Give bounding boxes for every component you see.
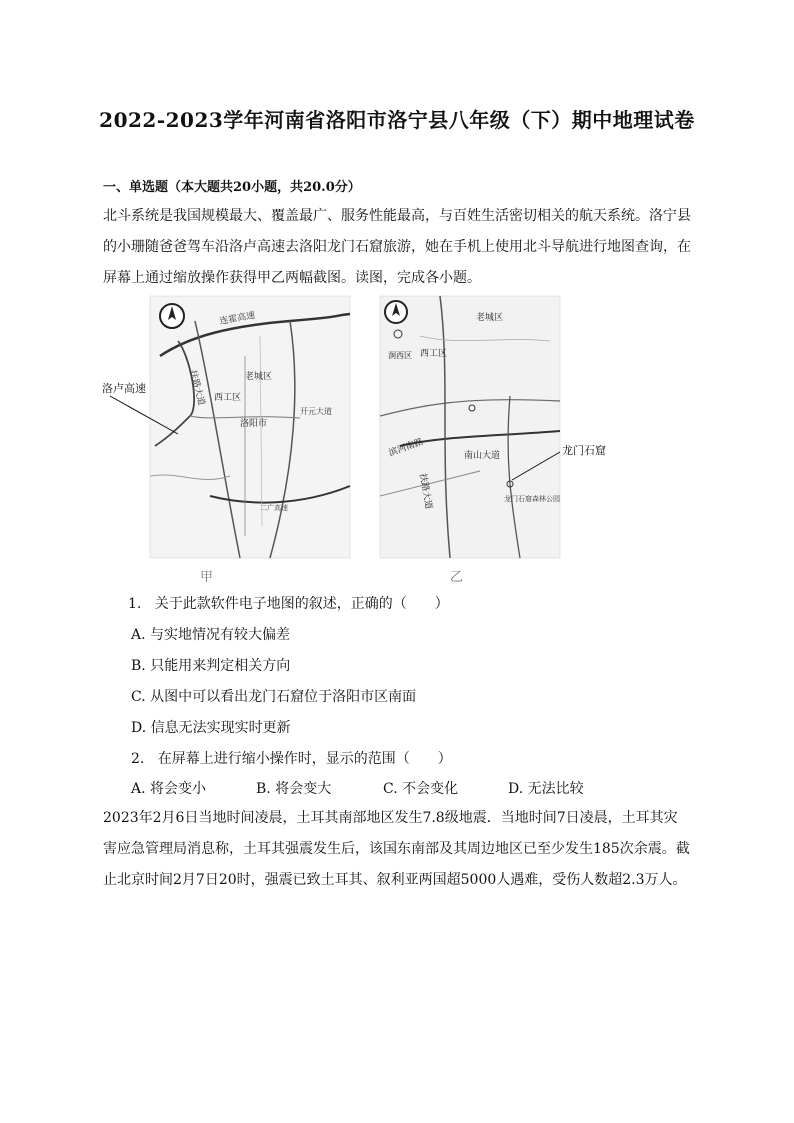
map-b-road-binhe: 滨河南路 xyxy=(387,437,425,459)
question-1-option-a[interactable]: A. 与实地情况有较大偏差 xyxy=(131,627,291,643)
map-b-district-xigong: 西工区 xyxy=(420,349,448,359)
map-a-road-vertical: 扶路大道 xyxy=(187,369,207,407)
passage-paragraph xyxy=(103,803,703,896)
compass-icon xyxy=(160,304,184,328)
exam-title: 2022-2023学年河南省洛阳市洛宁县八年级（下）期中地理试卷 xyxy=(99,108,695,132)
question-1 xyxy=(128,593,449,613)
question-2-text: 在屏幕上进行缩小操作时，显示的范围（ ） xyxy=(157,751,452,767)
map-a-callout-west: 洛卢高速 xyxy=(102,382,146,395)
compass-icon xyxy=(385,301,407,323)
question-1-option-b[interactable]: B. 只能用来判定相关方向 xyxy=(131,658,291,674)
map-a xyxy=(110,296,350,558)
map-b-road-vertical: 扶路大道 xyxy=(417,472,434,510)
intro-line-1: 北斗系统是我国规模最大、覆盖最广、服务性能最高，与百姓生活密切相关的航天系统。洛宁县 xyxy=(103,208,691,224)
question-1-option-c[interactable]: C. 从图中可以看出龙门石窟位于洛阳市区南面 xyxy=(131,689,417,705)
map-figure xyxy=(102,296,630,558)
map-b-caption: 乙 xyxy=(450,570,464,585)
question-2 xyxy=(131,748,452,768)
question-2-option-a[interactable]: A. 将会变小 xyxy=(131,781,207,797)
question-2-option-d[interactable]: D. 无法比较 xyxy=(508,781,584,797)
question-1-option-d[interactable]: D. 信息无法实现实时更新 xyxy=(131,720,291,736)
map-a-road-north: 连霍高速 xyxy=(218,310,256,327)
map-b-park: 龙门石窟森林公园 xyxy=(504,495,560,503)
map-a-district-old: 老城区 xyxy=(245,372,273,382)
map-b-callout: 龙门石窟 xyxy=(562,444,606,457)
intro-paragraph xyxy=(103,201,703,294)
map-a-road-kaiyuan: 开元大道 xyxy=(300,407,332,416)
map-a-caption: 甲 xyxy=(200,570,214,585)
question-2-option-b[interactable]: B. 将会变大 xyxy=(256,781,332,797)
passage-line-2: 害应急管理局消息称，土耳其强震发生后，该国东南部及其周边地区已至少发生185次余震。截 xyxy=(103,841,690,857)
map-b-road-nanshan: 南山大道 xyxy=(464,451,501,461)
question-2-option-c[interactable]: C. 不会变化 xyxy=(383,781,459,797)
question-1-number: 1. xyxy=(128,596,142,612)
map-b xyxy=(380,296,560,558)
section-heading: 一、单选题（本大题共20小题，共20.0分） xyxy=(103,180,361,195)
map-a-district-xigong: 西工区 xyxy=(214,393,242,403)
map-b-district-jianxi: 涧西区 xyxy=(388,351,412,360)
question-2-number: 2. xyxy=(131,751,145,767)
question-1-text: 关于此款软件电子地图的叙述，正确的（ ） xyxy=(154,596,449,612)
intro-line-3: 屏幕上通过缩放操作获得甲乙两幅截图。读图，完成各小题。 xyxy=(103,270,481,286)
passage-line-3: 止北京时间2月7日20时，强震已致土耳其、叙利亚两国超5000人遇难，受伤人数超2.3万人。 xyxy=(103,872,687,888)
passage-line-1: 2023年2月6日当地时间凌晨，土耳其南部地区发生7.8级地震．当地时间7日凌晨，土耳其灾 xyxy=(103,810,678,826)
map-a-road-south: 二广高速 xyxy=(260,504,288,512)
intro-line-2: 的小珊随爸爸驾车沿洛卢高速去洛阳龙门石窟旅游，她在手机上使用北斗导航进行地图查询，在 xyxy=(103,239,691,255)
map-b-district-old: 老城区 xyxy=(476,313,504,323)
map-a-city: 洛阳市 xyxy=(240,419,268,429)
